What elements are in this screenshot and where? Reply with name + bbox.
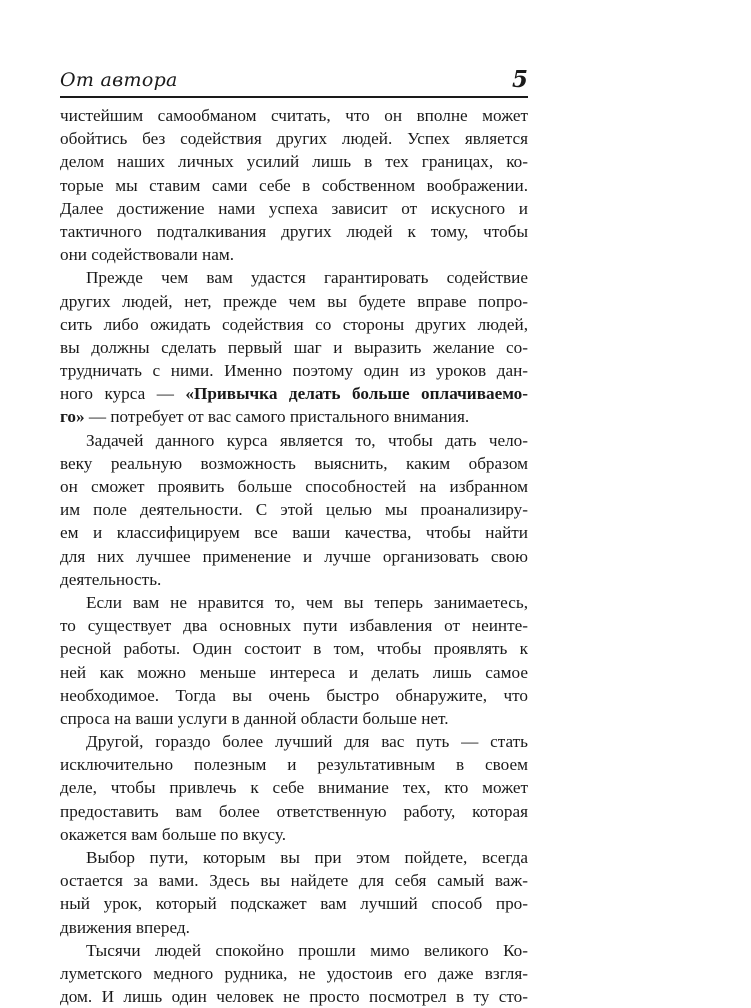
text-line: Задачей данного курса является то, чтобы дать чело- (86, 430, 528, 450)
text-line: делом наших личных усилий лишь в тех границах, ко- (60, 152, 528, 172)
text-line: спроса на ваши услуги в данной области больше нет. (60, 708, 449, 728)
text-line: сить либо ожидать содействия со стороны других людей, (60, 314, 528, 334)
text-line: он сможет проявить больше способностей на избранном (60, 477, 528, 496)
text-line: вы должны сделать первый шаг и выразить желание со- (60, 337, 528, 357)
text-line: деле, чтобы привлечь к себе внимание тех, кто может (60, 778, 528, 798)
text-line: тактичного подталкивания других людей к тому, чтобы (60, 221, 528, 241)
text-line: ресной работы. Один состоит в том, чтобы проявлять к (60, 639, 528, 659)
text-line (60, 382, 528, 405)
text-line: Другой, гораздо более лучший для вас путь — стать (86, 732, 528, 752)
text-line: трудничать с ними. Именно поэтому один из уроков дан- (60, 361, 528, 381)
text-line: окажется вам больше по вкусу. (60, 824, 286, 844)
paragraph-3 (60, 429, 528, 591)
running-header (60, 56, 528, 98)
text-line: чистейшим самообманом считать, что он вполне может (60, 106, 528, 125)
text-line: им поле деятельности. С этой целью мы проанализиру- (60, 500, 528, 520)
text-line: Тысячи людей спокойно прошли мимо великого Ко- (86, 940, 528, 960)
text-line: обойтись без содействия других людей. Успех является (60, 129, 528, 149)
text-line: они содействовали нам. (60, 245, 235, 265)
lesson-title-bold: «Привычка делать больше оплачиваемо- (185, 384, 528, 404)
text-run: — потребует от вас самого пристального внимания. (84, 407, 470, 427)
text-line: Далее достижение нами успеха зависит от искусного и (60, 198, 528, 218)
text-line: дом. И лишь один человек не просто посмотрел в ту сто- (60, 987, 528, 1007)
text-line: остается за вами. Здесь вы найдете для себя самый важ- (60, 871, 528, 891)
lesson-title-bold: го» (60, 407, 85, 427)
text-line: для них лучшее применение и лучше организовать свою (60, 546, 528, 566)
paragraph-7 (60, 939, 528, 1008)
text-line: Прежде чем вам удастся гарантировать содействие (86, 268, 528, 288)
paragraph-5 (60, 730, 528, 846)
text-line: деятельность. (60, 569, 162, 589)
paragraph-4 (60, 591, 528, 730)
text-line: предоставить вам более ответственную работу, которая (60, 801, 528, 821)
text-line: необходимое. Тогда вы очень быстро обнаружите, что (60, 685, 528, 705)
page-body (60, 104, 528, 1008)
text-line (60, 405, 528, 428)
paragraph-2 (60, 266, 528, 428)
text-line: исключительно полезным и результативным в своем (60, 755, 528, 775)
text-line: Если вам не нравится то, чем вы теперь занимаетесь, (86, 592, 528, 612)
book-page (60, 56, 528, 1008)
text-line: луметского медного рудника, не удостоив его даже взгля- (60, 963, 528, 983)
text-line: ный урок, который подскажет вам лучший способ про- (60, 894, 528, 914)
text-line: ней как можно меньше интереса и делать лишь самое (60, 662, 528, 682)
chapter-title: От автора (60, 69, 178, 91)
page-number: 5 (511, 66, 528, 93)
text-line: ем и классифицируем все ваши качества, чтобы найти (60, 523, 528, 543)
text-line: движения вперед. (60, 917, 190, 937)
text-line: других людей, нет, прежде чем вы будете вправе попро- (60, 291, 528, 311)
text-line: веку реальную возможность выяснить, каким образом (60, 453, 528, 473)
text-line: то существует два основных пути избавления от неинте- (60, 616, 528, 636)
text-line: Выбор пути, которым вы при этом пойдете, всегда (86, 848, 528, 867)
text-run: ного курса — (60, 384, 186, 404)
text-line: торые мы ставим сами себе в собственном воображении. (60, 175, 528, 195)
paragraph-6 (60, 846, 528, 939)
paragraph-1 (60, 104, 528, 266)
